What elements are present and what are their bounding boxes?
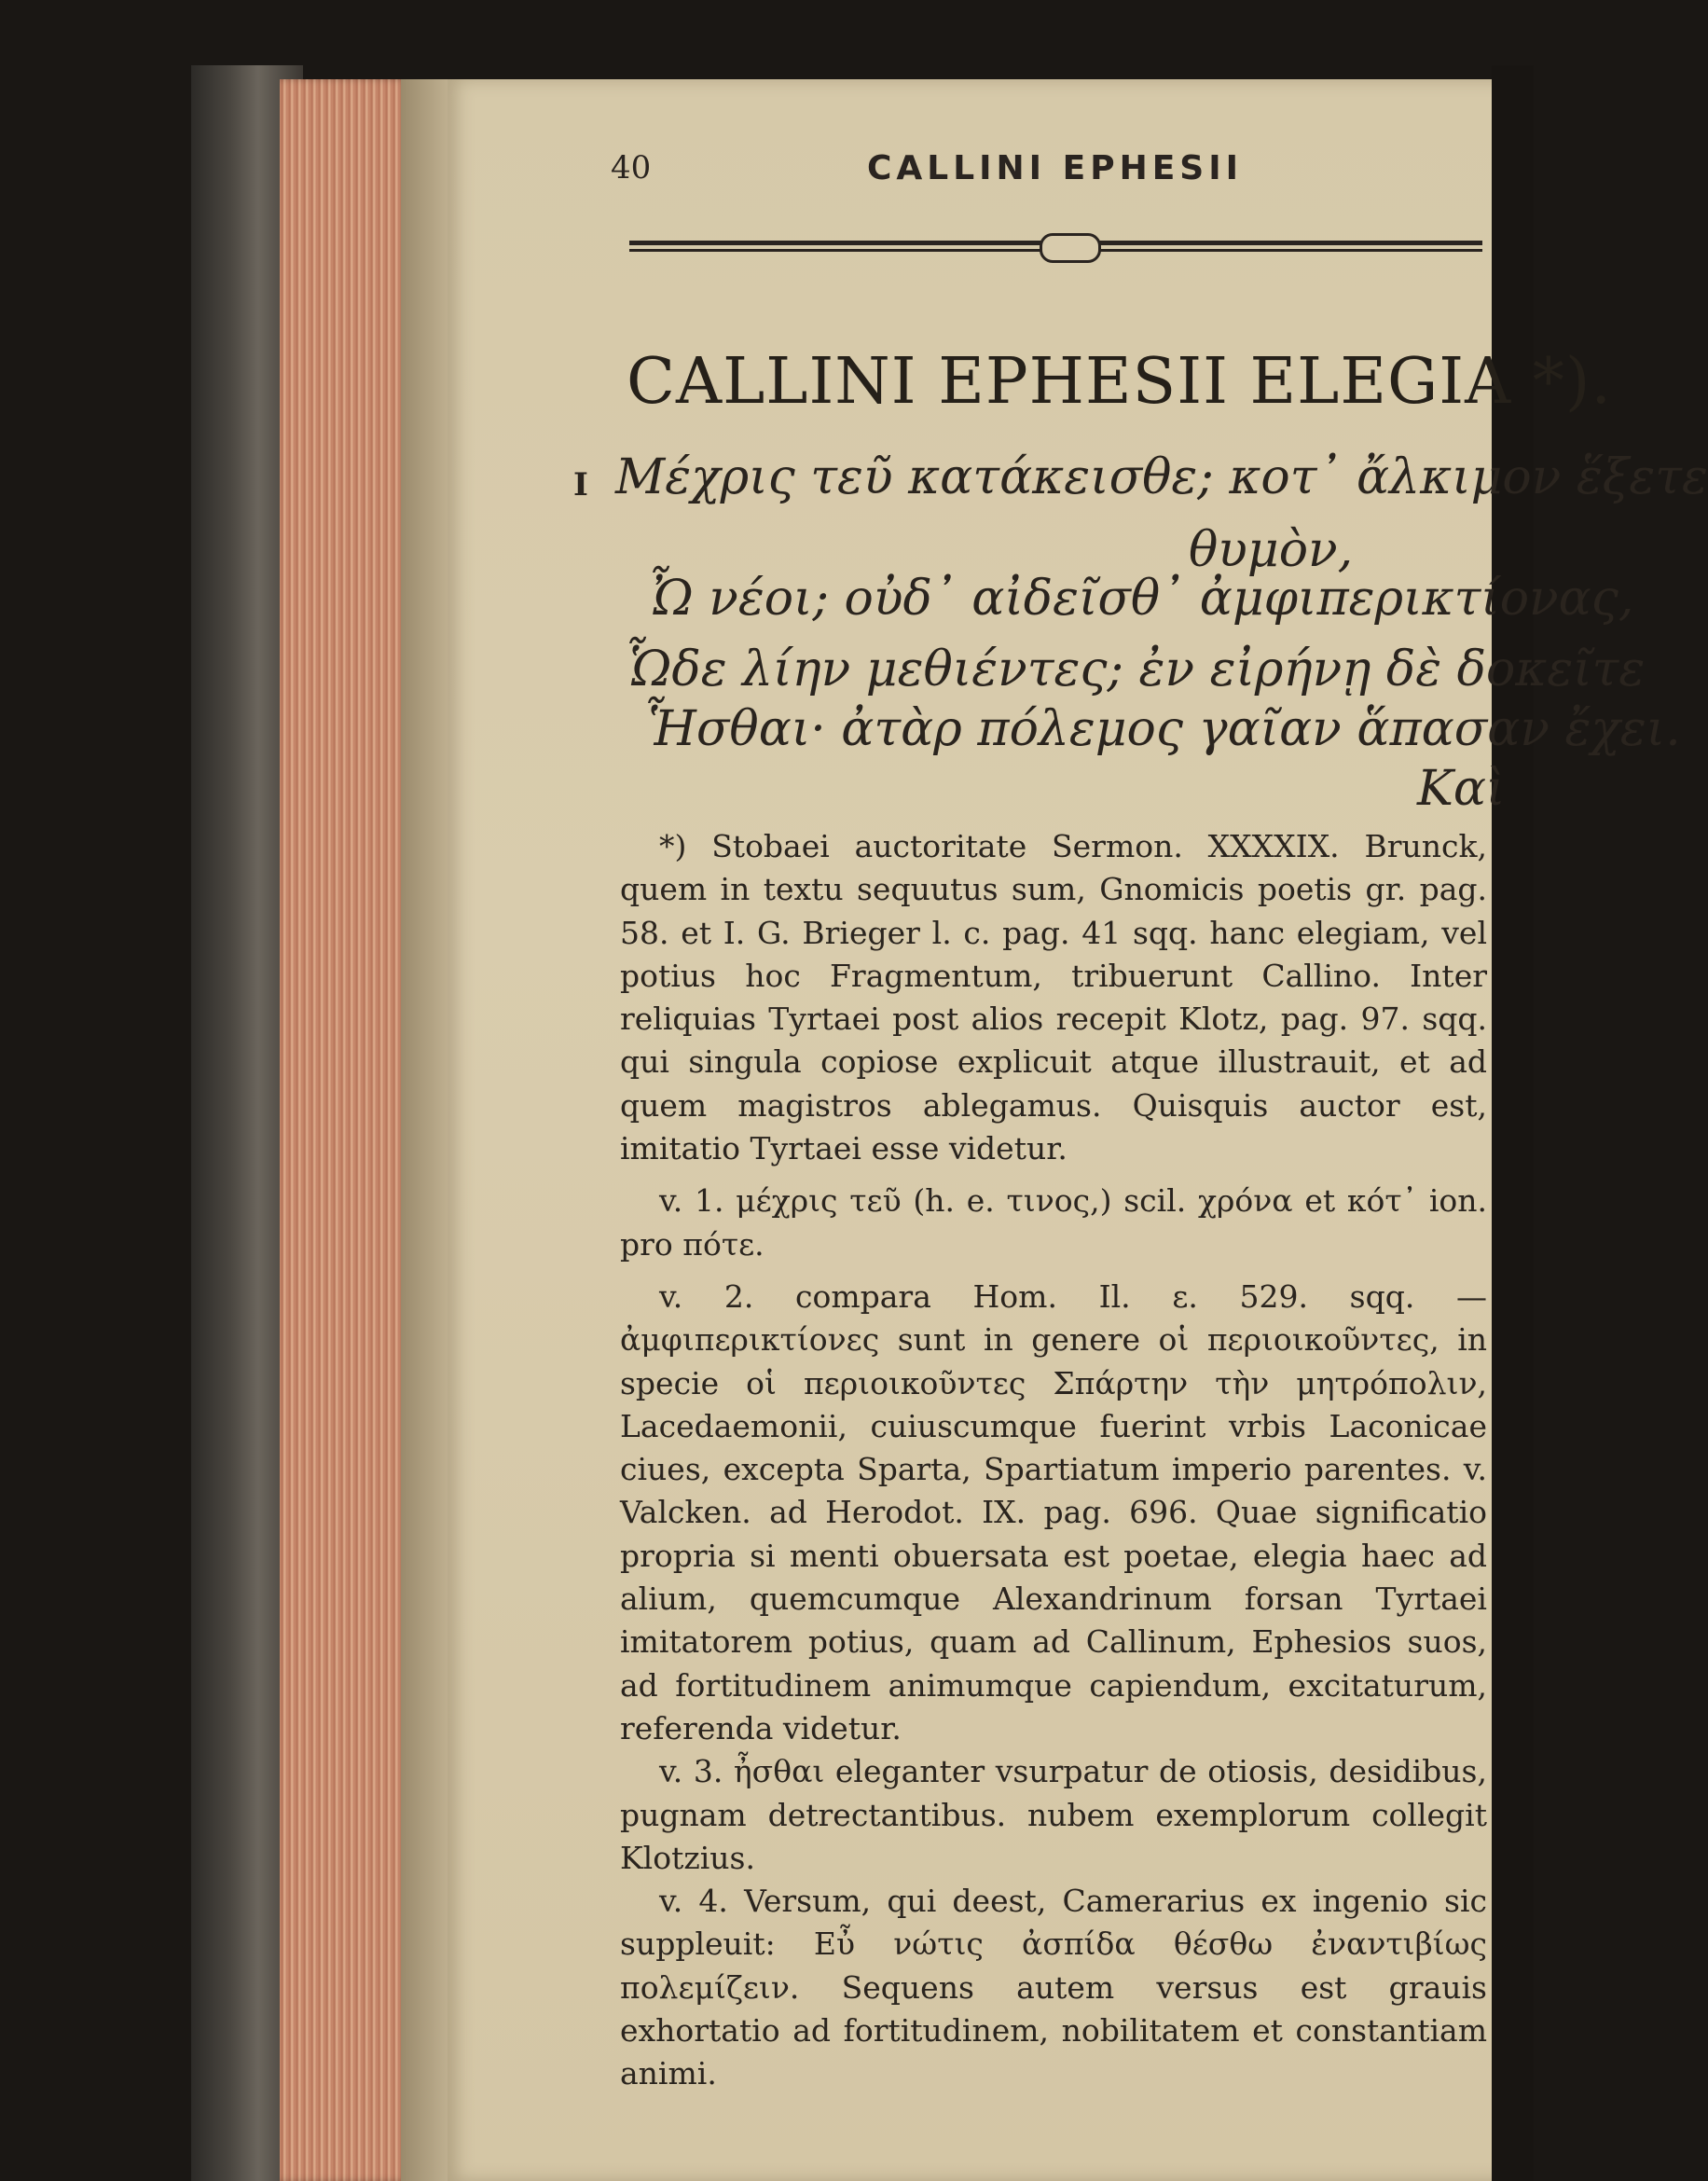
- verse-line: θυμὸν,: [1189, 522, 1354, 578]
- verse-line: Μέχρις τεῦ κατάκεισθε; κοτ᾽ ἄλκιμον ἕξετε: [615, 449, 1708, 505]
- footnote: *) Stobaei auctoritate Sermon. XXXXIX. Brunck, quem in textu sequutus sum, Gnomicis poetis gr. pag. 58. et I. G. Brieger l. c. pag. 41 sqq. hanc elegiam, vel potius hoc Fragmentum, tribuerunt Callino. Inter reliquias Tyrtaei post alios recepit Klotz, pag. 97. sqq. qui singula copiose explicuit atque illustrauit, et ad quem magistros ablegamus. Quisquis auctor est, imitatio Tyrtaei esse videtur.: [620, 828, 1487, 1167]
- page-title: CALLINI EPHESII ELEGIA *).: [627, 345, 1613, 419]
- note-paragraph: v. 2. compara Hom. Il. ε. 529. sqq. — ἀμφιπερικτίονες sunt in genere οἱ περιοικοῦντες, in specie οἱ περιοικοῦντες Σπάρτην τὴν μητρόπολιν, Lacedaemonii, cuiuscumque fuerint vrbis Laconicae ciues, excepta Sparta, Spartiatum imperio parentes. v. Valcken. ad Herodot. IX. pag. 696. Quae significatio propria si menti obuersata est poetae, elegia haec ad alium, quemcumque Alexandrinum forsan Tyrtaei imitatorem potius, quam ad Callinum, Ephesios suos, ad fortitudinem animumque capiendum, excitaturum, referenda videtur.: [620, 1277, 1487, 1746]
- note-paragraph: v. 1. μέχρις τεῦ (h. e. τινος,) scil. χρόνα et κότ᾽ ion. pro πότε.: [620, 1182, 1487, 1263]
- verse-line: Ὧδε λίην μεθιέντες; ἐν εἰρήνῃ δὲ δοκεῖτε: [625, 642, 1646, 697]
- ornament-icon: [1040, 233, 1101, 263]
- page-block-edges: [280, 79, 410, 2181]
- verse-catchword: Καὶ: [1417, 761, 1506, 817]
- note-paragraph: v. 3. ἦσθαι eleganter vsurpatur de otiosis, desidibus, pugnam detrectantibus. nubem exemplorum collegit Klotzius.: [620, 1753, 1487, 1876]
- verse-line: Ὦ νέοι; οὐδ᾽ αἰδεῖσθ᾽ ἀμφιπερικτίονας,: [648, 571, 1634, 627]
- page-number: 40: [611, 149, 652, 186]
- note-paragraph: v. 4. Versum, qui deest, Camerarius ex ingenio sic suppleuit: Εὖ νώτις ἀσπίδα θέσθω ἐναντιβίως πολεμίζειν. Sequens autem versus est grauis exhortatio ad fortitudinem, nobilitatem et constantiam animi.: [620, 1883, 1487, 2092]
- commentary: [620, 825, 1487, 2096]
- running-title: CALLINI EPHESII: [867, 149, 1244, 187]
- verse-line: Ἧσθαι· ἀτὰρ πόλεμος γαῖαν ἅπασαν ἔχει.: [643, 701, 1681, 757]
- verse-number: I: [573, 466, 588, 504]
- ornamental-rule: [629, 241, 1482, 254]
